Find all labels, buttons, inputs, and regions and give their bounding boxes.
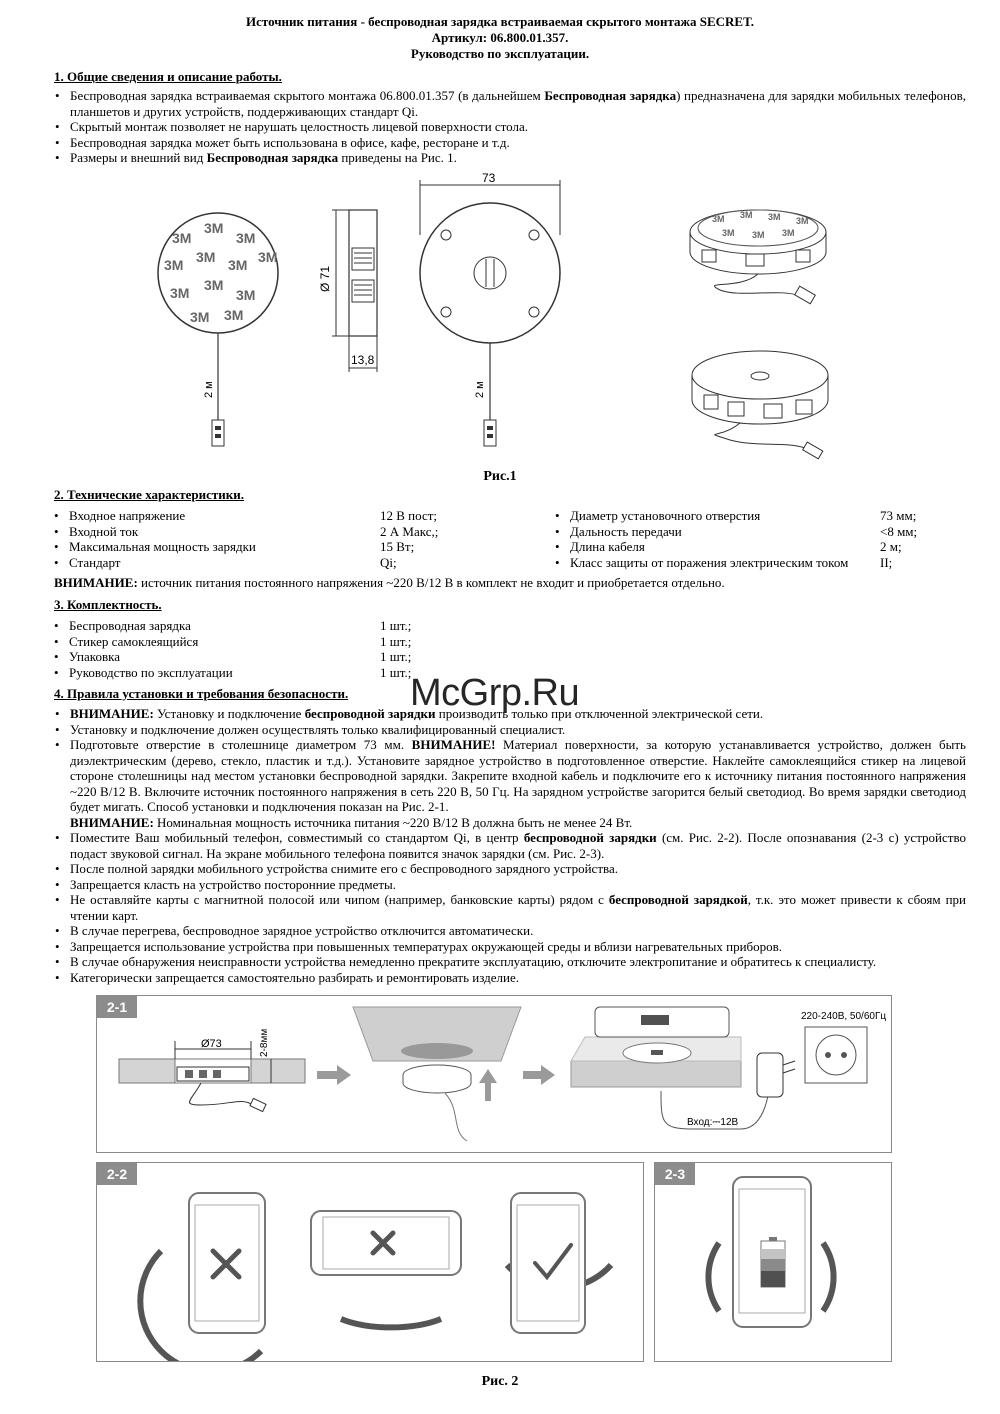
- figure-1-caption: Рис.1: [483, 469, 517, 484]
- logo-3m: 3M: [258, 249, 278, 265]
- spec-left-value: 2 А Макс,;: [380, 523, 439, 539]
- spec-left-value: Qi;: [380, 554, 397, 570]
- spec-right-value: 73 мм;: [880, 508, 917, 523]
- watermark: McGrp.Ru: [410, 672, 580, 714]
- logo-3m: 3M: [170, 285, 190, 301]
- charger-iso-view-back: [690, 210, 826, 304]
- s4-item-10: • В случае обнаружения неисправности устройства немедленно прекратите эксплуатацию, отключите электропитание и обратитесь к специалисту.: [54, 954, 966, 970]
- spec-left-label: • Максимальная мощность зарядки: [69, 539, 256, 555]
- logo-3m: 3M: [796, 216, 809, 226]
- s4-item-6: • Запрещается класть на устройство посторонние предметы.: [54, 877, 966, 893]
- s4-item-11: • Категорически запрещается самостоятельно разбирать и ремонтировать изделие.: [54, 970, 966, 986]
- width-73-label: 73: [482, 171, 496, 185]
- section-2-heading: 2. Технические характеристики.: [54, 487, 244, 502]
- s4-item-8: • В случае перегрева, беспроводное зарядное устройство отключится автоматически.: [54, 923, 966, 939]
- panel-2-1: [96, 995, 892, 1153]
- placement-diagram: [97, 1163, 643, 1361]
- s4-item-9: • Запрещается использование устройства при повышенных температурах окружающей среды и вблизи нагревательных приборов.: [54, 939, 966, 955]
- s1-item-4: • Размеры и внешний вид Беспроводная зарядка приведены на Рис. 1.: [54, 150, 966, 166]
- logo-3m: 3M: [172, 230, 192, 246]
- thickness-label: 13,8: [351, 353, 375, 367]
- spec-left-label: • Входное напряжение: [69, 508, 185, 524]
- s4-item-2: • Установку и подключение должен осуществлять только квалифицированный специалист.: [54, 722, 966, 738]
- panel-2-3: [654, 1162, 892, 1362]
- logo-3m: 3M: [768, 212, 781, 222]
- spec-left-value: 12 В пост;: [380, 508, 438, 523]
- contents-item-label: • Беспроводная зарядка: [69, 618, 191, 634]
- spec-left-value: 15 Вт;: [380, 539, 415, 554]
- panel-2-2: [96, 1162, 644, 1362]
- s4-item-3: • Подготовьте отверстие в столешнице диаметром 73 мм. ВНИМАНИЕ! Материал поверхности, за которую устанавливается устройство, должен быть диэлектрическим (дерево, стекло, пластик и т.д.). Установите зарядное устройство в подготовленное отверстие. Наклейте самоклеящийся стикер на лицевой стороне столешницы над местом установки беспроводной зарядки. Закрепите входной кабель и подключите его к источнику питания постоянного напряжения ~220 В/12 В. Включите источник постоянного напряжения в сеть 220 В, 50 Гц. На зарядном устройстве загорится белый светодиод. Во время зарядки светодиод будет мигать. Способ установки и подключения показан на Рис. 2-1.: [54, 737, 966, 815]
- doc-article: Артикул: 06.800.01.357.: [431, 30, 569, 45]
- doc-title: Источник питания - беспроводная зарядка встраиваемая скрытого монтажа SECRET.: [245, 14, 755, 29]
- spec-left-label: • Входной ток: [69, 524, 138, 540]
- doc-subtitle: Руководство по эксплуатации.: [410, 46, 590, 61]
- spec-right-label: • Диаметр установочного отверстия: [570, 508, 760, 524]
- thickness-range-label: 2-8мм: [259, 1028, 270, 1057]
- logo-3m: 3M: [740, 210, 753, 220]
- charger-side-view: [318, 210, 377, 372]
- figure-2-caption: Рис. 2: [481, 1374, 519, 1389]
- s4-note: ВНИМАНИЕ: Номинальная мощность источника питания ~220 В/12 В должна быть не менее 24 Вт.: [70, 814, 633, 830]
- section-4-heading: 4. Правила установки и требования безопасности.: [54, 686, 349, 701]
- section-1-list: [54, 88, 966, 166]
- logo-3m: 3M: [722, 228, 735, 238]
- contents-item-label: • Упаковка: [69, 649, 120, 665]
- charger-back-view: [158, 213, 278, 446]
- spec-right-value: <8 мм;: [880, 523, 918, 539]
- spec-right-label: • Класс защиты от поражения электрическим током: [570, 555, 848, 571]
- contents-item-value: 1 шт.;: [380, 618, 412, 633]
- s4-item-7: • Не оставляйте карты с магнитной полосой или чипом (например, банковские карты) рядом с беспроводной зарядкой, т.к. это может привести к сбоям при чтении карт.: [54, 892, 966, 923]
- contents-item-value: 1 шт.;: [380, 664, 412, 680]
- logo-3m: 3M: [204, 277, 224, 293]
- section-2-warning: ВНИМАНИЕ: источник питания постоянного напряжения ~220 В/12 В в комплект не входит и приобретается отдельно.: [54, 575, 725, 590]
- spec-right-value: 2 м;: [880, 539, 902, 554]
- logo-3m: 3M: [712, 214, 725, 224]
- panel-tag: 2-3: [655, 1163, 695, 1185]
- s1-item-1: • Беспроводная зарядка встраиваемая скрытого монтажа 06.800.01.357 (в дальнейшем Беспроводная зарядка) предназначена для зарядки мобильных телефонов, планшетов и других устройств, поддерживающих стандарт Qi.: [54, 88, 966, 119]
- s1-item-3: • Беспроводная зарядка может быть использована в офисе, кафе, ресторане и т.д.: [54, 135, 966, 151]
- logo-3m: 3M: [196, 249, 216, 265]
- logo-3m: 3M: [190, 309, 210, 325]
- s1-item-2: • Скрытый монтаж позволяет не нарушать целостность лицевой поверхности стола.: [54, 119, 966, 135]
- contents-item-value: 1 шт.;: [380, 633, 412, 649]
- logo-3m: 3M: [228, 257, 248, 273]
- logo-3m: 3M: [236, 287, 256, 303]
- contents-item-label: • Стикер самоклеящийся: [69, 634, 198, 650]
- section-1-heading: 1. Общие сведения и описание работы.: [54, 69, 282, 84]
- logo-3m: 3M: [236, 230, 256, 246]
- figure-1: [0, 168, 1000, 468]
- hole-diameter-label: Ø73: [201, 1038, 222, 1050]
- spec-right-value: II;: [880, 554, 893, 570]
- charger-iso-view-front: [692, 351, 828, 459]
- spec-left-label: • Стандарт: [69, 555, 120, 571]
- charger-front-view: [420, 171, 560, 446]
- logo-3m: 3M: [164, 257, 184, 273]
- s4-item-5: • После полной зарядки мобильного устройства снимите его с беспроводного зарядного устройства.: [54, 861, 966, 877]
- logo-3m: 3M: [224, 307, 244, 323]
- contents-item-label: • Руководство по эксплуатации: [69, 665, 233, 681]
- logo-3m: 3M: [752, 230, 765, 240]
- logo-3m: 3M: [204, 220, 224, 236]
- spec-right-label: • Длина кабеля: [570, 539, 645, 555]
- charging-diagram: [655, 1163, 891, 1361]
- panel-tag: 2-2: [97, 1163, 137, 1185]
- diameter-71-label: Ø 71: [318, 265, 332, 292]
- mains-voltage-label: 220-240В, 50/60Гц: [801, 1011, 887, 1022]
- s4-item-4: • Поместите Ваш мобильный телефон, совместимый со стандартом Qi, в центр беспроводной зарядки (см. Рис. 2-2). После опознавания (2-3 с) устройство подаст звуковой сигнал. На экране мобильного телефона появится значок зарядки (см. Рис. 2-3).: [54, 830, 966, 861]
- install-diagram: [97, 996, 891, 1152]
- contents-item-value: 1 шт.;: [380, 649, 412, 664]
- spec-right-label: • Дальность передачи: [570, 524, 682, 540]
- logo-3m: 3M: [782, 228, 795, 238]
- input-voltage-label: Вход:⎓12В: [687, 1117, 739, 1128]
- cable-length-label: 2 м: [203, 381, 215, 398]
- section-4-list: [54, 706, 966, 985]
- section-3-heading: 3. Комплектность.: [54, 597, 162, 612]
- s4-item-1: • ВНИМАНИЕ: Установку и подключение беспроводной зарядки производить только при отключенной электрической сети.: [54, 706, 966, 722]
- cable-length-label: 2 м: [474, 381, 486, 398]
- panel-tag: 2-1: [97, 996, 137, 1018]
